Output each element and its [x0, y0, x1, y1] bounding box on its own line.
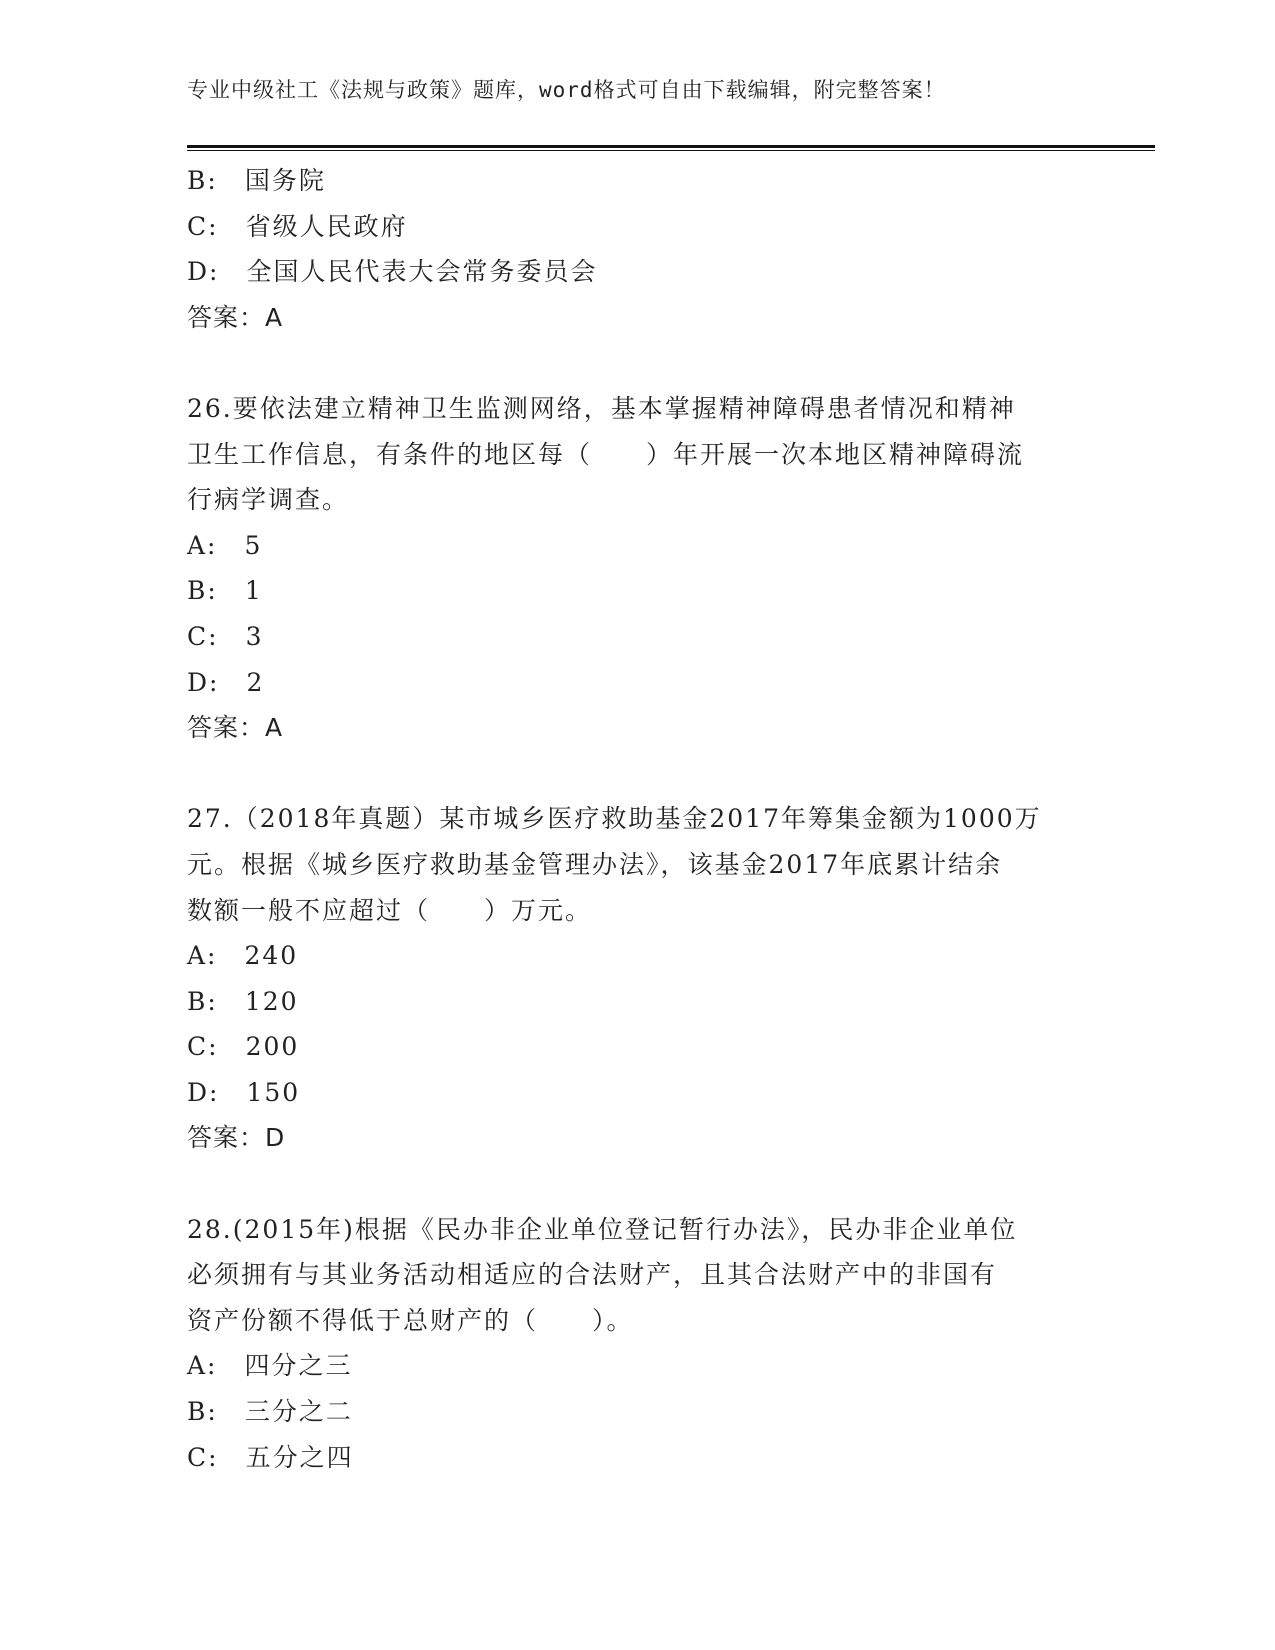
option-text: 国务院 — [244, 166, 326, 195]
question-stem-line: 28.(2015年)根据《民办非企业单位登记暂行办法》，民办非企业单位 — [187, 1214, 1018, 1244]
question-content — [187, 158, 1087, 1480]
option-a — [187, 1343, 1087, 1389]
option-text: 240 — [244, 941, 299, 971]
option-letter: C: — [187, 1032, 219, 1062]
option-letter: D: — [187, 257, 220, 287]
prev-question-block — [187, 158, 1087, 340]
header-rule-thin — [187, 150, 1155, 151]
option-text: 1 — [244, 576, 263, 606]
question-26 — [187, 386, 1087, 751]
answer-line: 答案：A — [187, 713, 284, 743]
option-text: 5 — [244, 530, 263, 560]
option-letter: B: — [187, 576, 218, 606]
question-28 — [187, 1207, 1087, 1481]
question-stem-line: 卫生工作信息，有条件的地区每（ ）年开展一次本地区精神障碍流 — [187, 439, 1025, 469]
option-letter: C: — [187, 211, 219, 241]
option-text: 2 — [246, 667, 265, 697]
option-text: 四分之三 — [244, 1351, 353, 1381]
option-c — [187, 614, 1087, 660]
option-a — [187, 933, 1087, 979]
option-letter: B: — [187, 986, 218, 1016]
option-text: 200 — [245, 1032, 300, 1062]
option-letter: C: — [187, 1442, 219, 1472]
question-stem-line: 元。根据《城乡医疗救助基金管理办法》，该基金2017年底累计结余 — [187, 849, 1003, 879]
question-stem-line: 27.（2018年真题）某市城乡医疗救助基金2017年筹集金额为1000万 — [187, 804, 1042, 834]
option-text: 120 — [244, 986, 299, 1016]
option-b — [187, 568, 1087, 614]
option-c — [187, 1024, 1087, 1070]
option-letter: B: — [187, 1397, 218, 1427]
option-c — [187, 1435, 1087, 1481]
spacer — [187, 751, 1087, 797]
option-letter: C: — [187, 621, 219, 651]
option-d — [187, 660, 1087, 706]
option-letter: A: — [187, 1351, 218, 1381]
option-letter: B: — [187, 166, 218, 195]
question-stem-line: 必须拥有与其业务活动相适应的合法财产，且其合法财产中的非国有 — [187, 1260, 998, 1290]
answer-line: 答案：D — [187, 1123, 286, 1153]
option-letter: D: — [187, 667, 220, 697]
option-text: 全国人民代表大会常务委员会 — [246, 257, 598, 287]
question-stem-line: 资产份额不得低于总财产的（ ）。 — [187, 1305, 634, 1335]
question-27 — [187, 796, 1087, 1161]
question-stem-line: 数额一般不应超过（ ）万元。 — [187, 895, 593, 925]
option-b — [187, 158, 1087, 204]
option-text: 150 — [246, 1077, 301, 1107]
page-header: 专业中级社工《法规与政策》题库，word格式可自由下载编辑，附完整答案！ — [187, 78, 946, 102]
option-d — [187, 249, 1087, 295]
option-letter: A: — [187, 941, 218, 971]
option-b — [187, 1389, 1087, 1435]
option-c — [187, 204, 1087, 250]
option-text: 五分之四 — [245, 1442, 354, 1472]
option-letter: D: — [187, 1077, 220, 1107]
option-text: 三分之二 — [244, 1397, 353, 1427]
option-d — [187, 1070, 1087, 1116]
answer-line: 答案：A — [187, 302, 284, 332]
header-rule-thick — [187, 145, 1155, 148]
option-text: 省级人民政府 — [245, 211, 408, 241]
option-letter: A: — [187, 530, 218, 560]
option-text: 3 — [245, 621, 264, 651]
option-a — [187, 523, 1087, 569]
question-stem-line: 行病学调查。 — [187, 485, 350, 515]
option-b — [187, 979, 1087, 1025]
spacer — [187, 1161, 1087, 1207]
spacer — [187, 340, 1087, 386]
question-stem-line: 26.要依法建立精神卫生监测网络，基本掌握精神障碍患者情况和精神 — [187, 393, 1016, 423]
